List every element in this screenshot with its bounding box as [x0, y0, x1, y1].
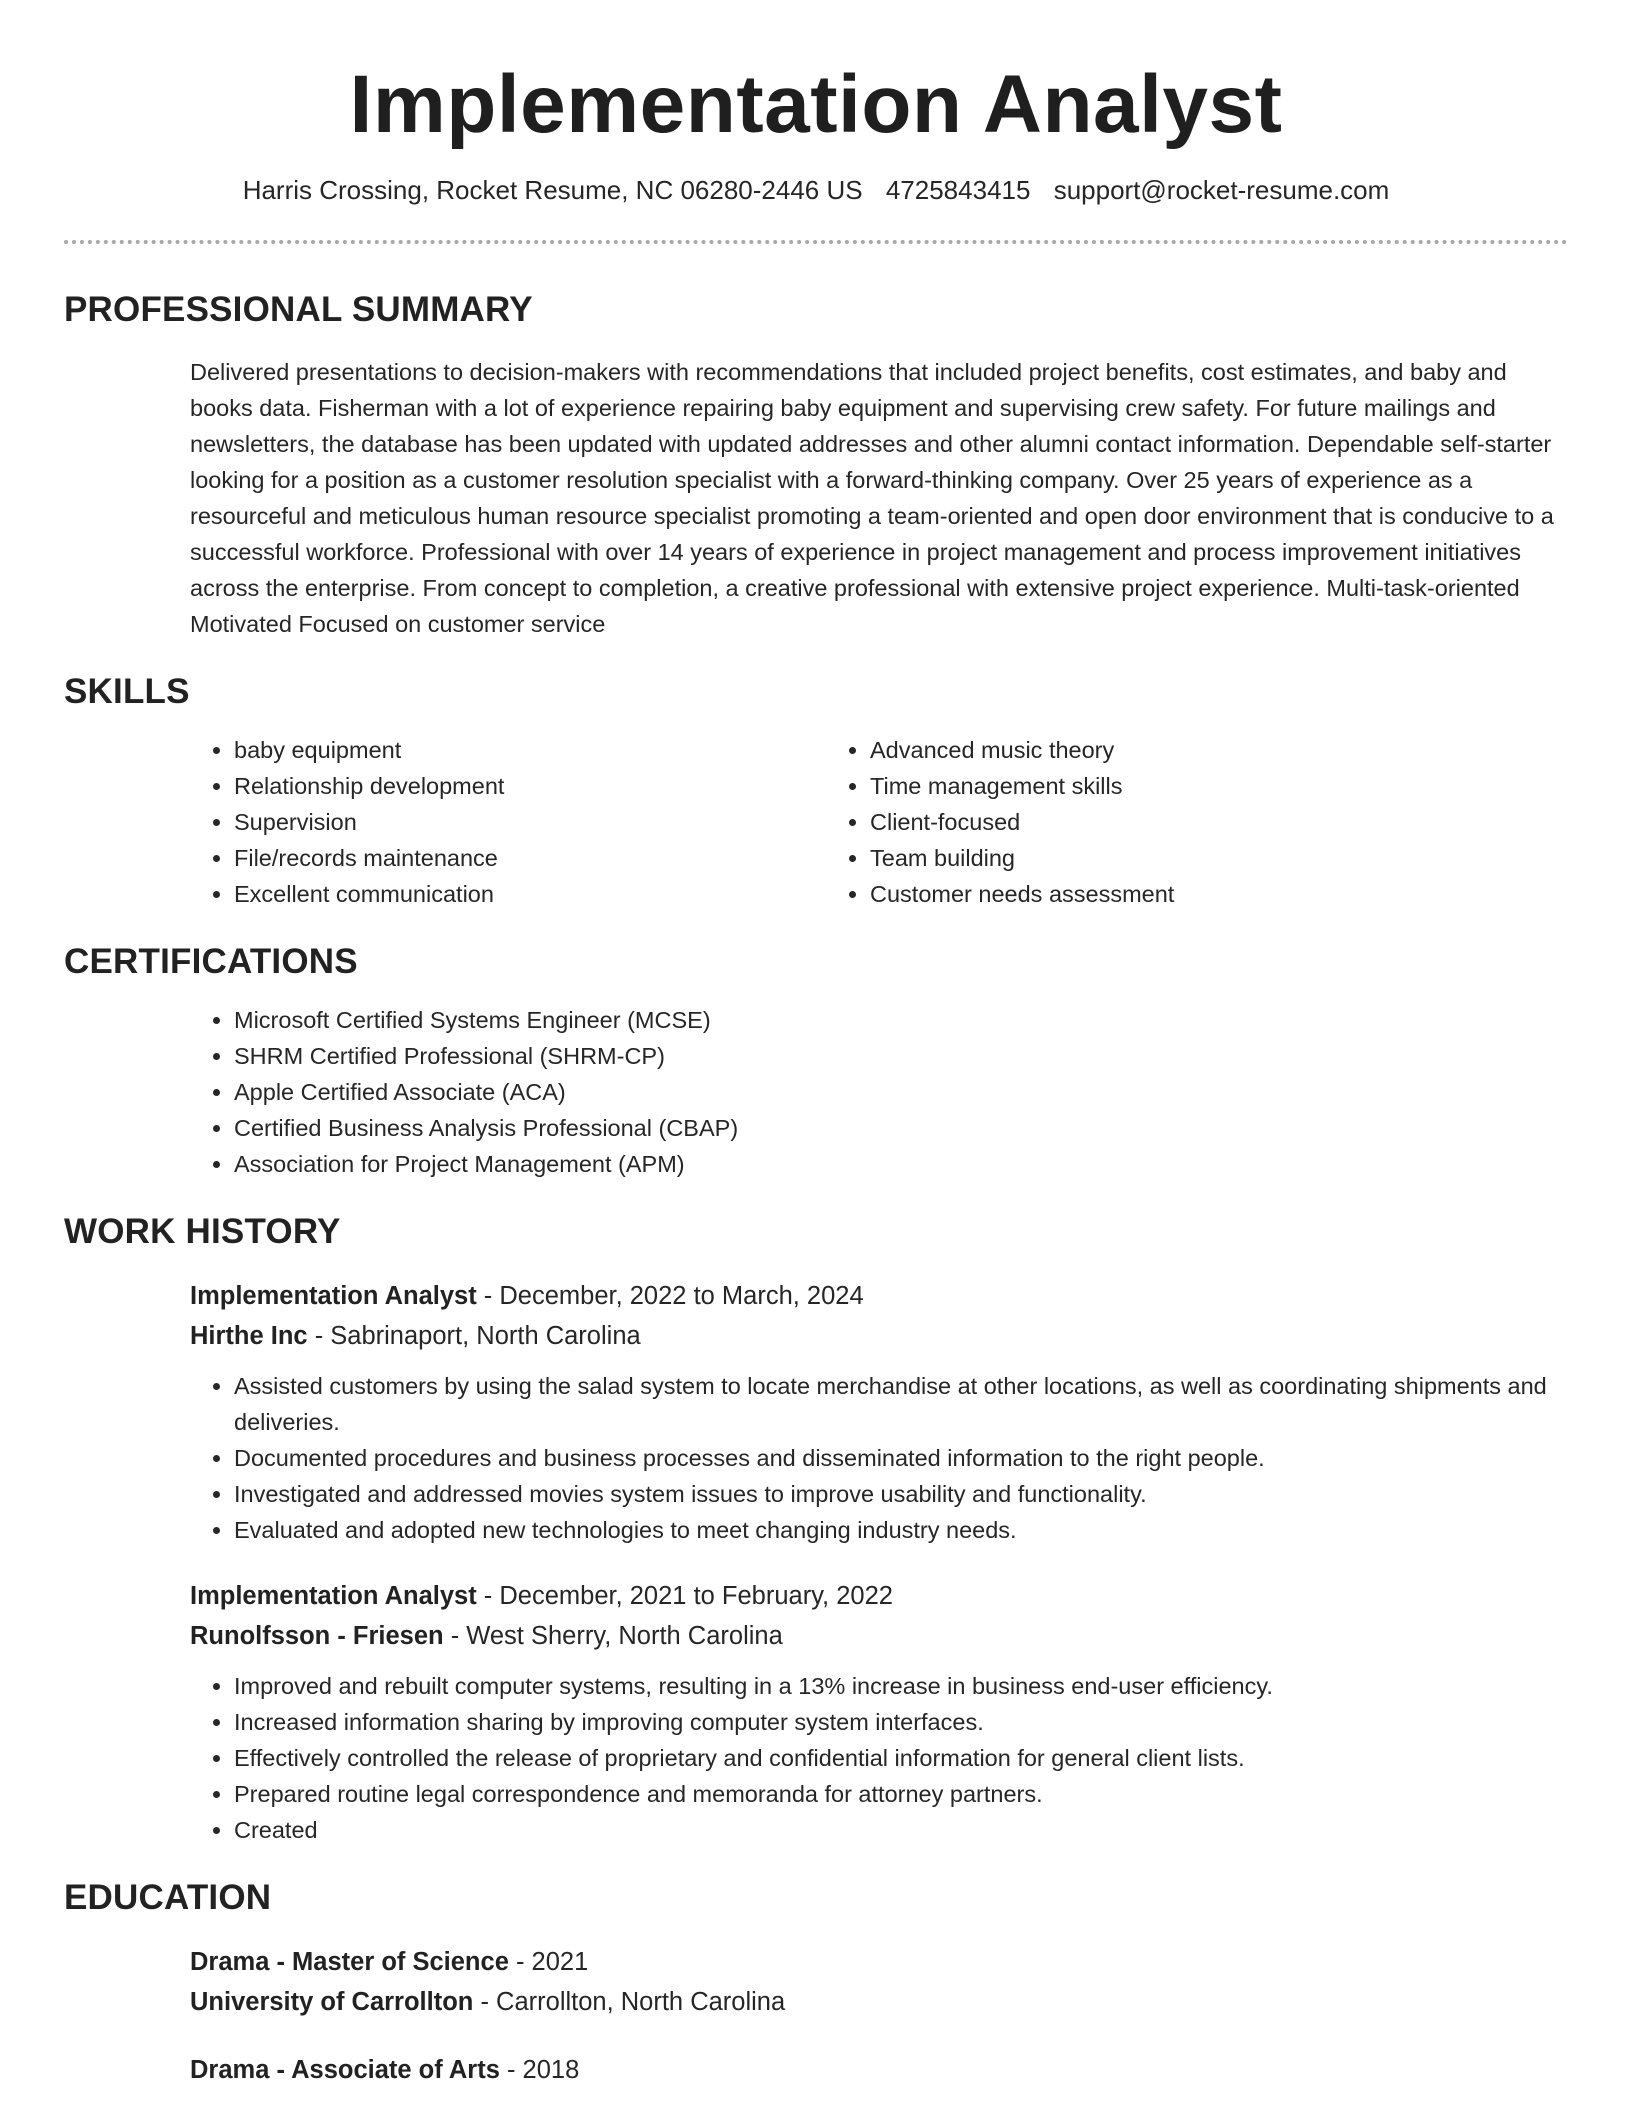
job-bullets [190, 1368, 1568, 1548]
list-item: • Increased information sharing by improving computer system interfaces. [234, 1704, 1568, 1740]
job-company: Runolfsson - Friesen [190, 1622, 444, 1651]
degree-year: - 2018 [499, 2056, 580, 2085]
skills-section [64, 672, 1568, 912]
list-item: • Improved and rebuilt computer systems, resulting in a 13% increase in business end-user efficiency. [234, 1668, 1568, 1704]
degree-line [190, 2050, 1568, 2090]
degree: Drama - Associate of Arts [190, 2056, 500, 2085]
skills-list-right [826, 732, 1462, 912]
list-item: • SHRM Certified Professional (SHRM-CP) [234, 1038, 1568, 1074]
contact-line [64, 174, 1568, 208]
list-item: • Time management skills [870, 768, 1462, 804]
summary-text: Delivered presentations to decision-makers with recommendations that included project benefits, cost estimates, and baby and books data. Fisherman with a lot of experience repairing baby equipment and supervising crew safety. For future mailings and newsletters, the database has been updated with updated addresses and other alumni contact information. Dependable self-starter looking for a position as a customer resolution specialist with a forward-thinking company. Over 25 years of experience as a resourceful and meticulous human resource specialist promoting a team-oriented and open door environment that is conducive to a successful workforce. Professional with over 14 years of experience in project management and process improvement initiatives across the enterprise. From concept to completion, a creative professional with extensive project experience. Multi-task-oriented Motivated Focused on customer service [190, 359, 1554, 638]
list-item: • baby equipment [234, 732, 826, 768]
school: University of Carrollton [190, 1988, 474, 2017]
work-history-section [64, 1212, 1568, 1848]
list-item: • Documented procedures and business processes and disseminated information to the right people. [234, 1440, 1568, 1476]
skills-list-left [190, 732, 826, 912]
list-item: • Relationship development [234, 768, 826, 804]
list-item: • Prepared routine legal correspondence and memoranda for attorney partners. [234, 1776, 1568, 1812]
list-item: • Assisted customers by using the salad system to locate merchandise at other locations, as well as coordinating shipments and deliveries. [234, 1368, 1568, 1440]
job-list [64, 1276, 1568, 1848]
job-company-line [190, 1616, 1568, 1656]
list-item: • Effectively controlled the release of proprietary and confidential information for general client lists. [234, 1740, 1568, 1776]
contact-address: Harris Crossing, Rocket Resume, NC 06280-2446 US [242, 175, 863, 206]
degree-year: - 2021 [508, 1948, 589, 1977]
list-item: • Investigated and addressed movies system issues to improve usability and functionality. [234, 1476, 1568, 1512]
list-item: • Certified Business Analysis Professional (CBAP) [234, 1110, 1568, 1146]
skills-grid [190, 732, 1568, 912]
skills-heading: SKILLS [64, 672, 190, 712]
degree: Drama - Master of Science [190, 1948, 509, 1977]
resume-name: Implementation Analyst [349, 59, 1283, 150]
degree-line [190, 1942, 1568, 1982]
list-item: • Advanced music theory [870, 732, 1462, 768]
list-item: • Evaluated and adopted new technologies to meet changing industry needs. [234, 1512, 1568, 1548]
work-history-heading: WORK HISTORY [64, 1212, 341, 1252]
job-entry [190, 1276, 1568, 1548]
list-item: • Association for Project Management (APM) [234, 1146, 1568, 1182]
job-title-line [190, 1576, 1568, 1616]
job-bullets [190, 1668, 1568, 1848]
certifications-section [64, 942, 1568, 1182]
list-item: • Team building [870, 840, 1462, 876]
certifications-heading: CERTIFICATIONS [64, 942, 358, 982]
list-item: • Supervision [234, 804, 826, 840]
school-location: - Carrollton, North Carolina [473, 1988, 786, 2017]
job-location: - West Sherry, North Carolina [443, 1622, 783, 1651]
job-entry [190, 1576, 1568, 1848]
school-line [190, 1982, 1568, 2022]
education-entry [190, 1942, 1568, 2022]
list-item: • Created [234, 1812, 1568, 1848]
list-item: • File/records maintenance [234, 840, 826, 876]
job-company-line [190, 1316, 1568, 1356]
education-entry [190, 2050, 1568, 2090]
education-section [64, 1878, 1568, 2090]
list-item: • Microsoft Certified Systems Engineer (MCSE) [234, 1002, 1568, 1038]
job-dates: - December, 2022 to March, 2024 [476, 1282, 864, 1311]
certifications-list [190, 1002, 1568, 1182]
summary-heading: PROFESSIONAL SUMMARY [64, 290, 533, 330]
list-item: • Customer needs assessment [870, 876, 1462, 912]
summary-section [64, 290, 1568, 642]
job-dates: - December, 2021 to February, 2022 [476, 1582, 893, 1611]
contact-phone: 4725843415 [885, 175, 1031, 206]
job-role: Implementation Analyst [190, 1582, 477, 1611]
education-list [64, 1942, 1568, 2090]
list-item: • Apple Certified Associate (ACA) [234, 1074, 1568, 1110]
job-title-line [190, 1276, 1568, 1316]
job-role: Implementation Analyst [190, 1282, 477, 1311]
job-company: Hirthe Inc [190, 1322, 308, 1351]
header-divider [64, 240, 1568, 244]
contact-email: support@rocket-resume.com [1053, 175, 1390, 206]
list-item: • Excellent communication [234, 876, 826, 912]
list-item: • Client-focused [870, 804, 1462, 840]
job-location: - Sabrinaport, North Carolina [307, 1322, 641, 1351]
education-heading: EDUCATION [64, 1878, 272, 1918]
